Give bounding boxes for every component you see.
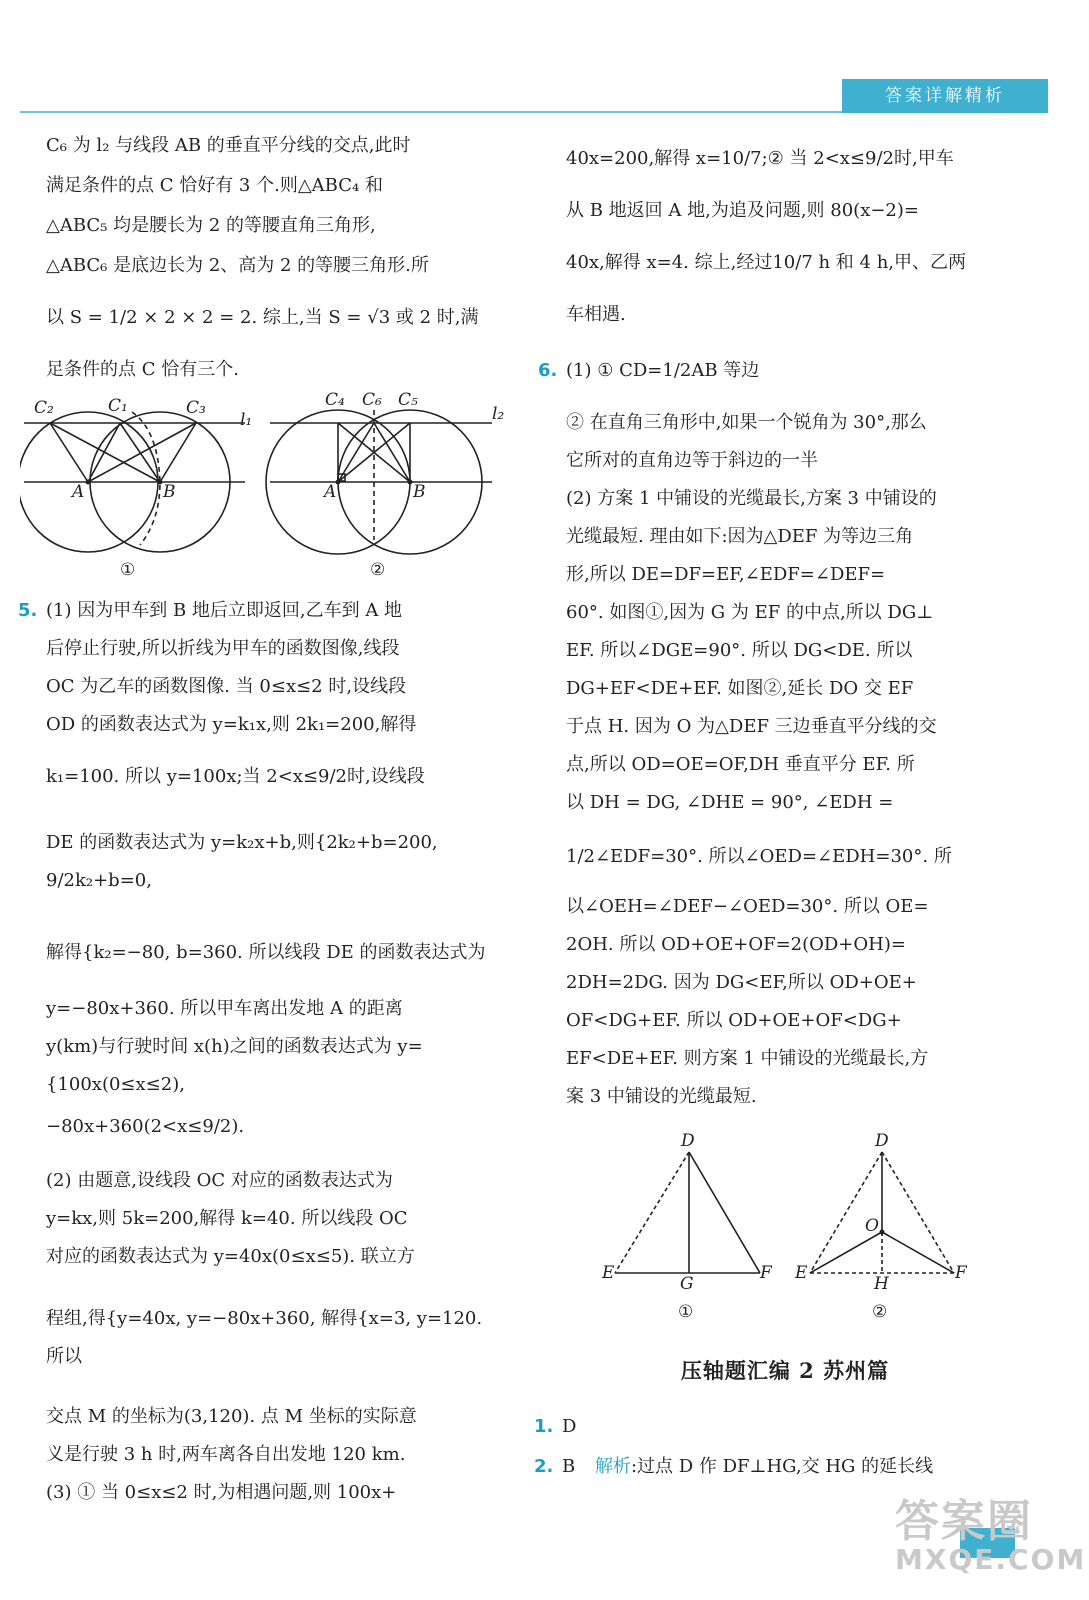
text-line: 以∠OEH=∠DEF−∠OED=30°. 所以 OE= bbox=[566, 896, 929, 917]
text-line: 义是行驶 3 h 时,两车离各自出发地 120 km. bbox=[46, 1444, 406, 1465]
text-line: OD 的函数表达式为 y=k₁x,则 2k₁=200,解得 bbox=[46, 714, 417, 735]
text-line: 它所对的直角边等于斜边的一半 bbox=[566, 450, 818, 471]
analysis-text: :过点 D 作 DF⊥HG,交 HG 的延长线 bbox=[630, 1456, 934, 1477]
answer-number: 1. bbox=[534, 1416, 554, 1437]
label-F: F bbox=[955, 1263, 967, 1283]
text-line: (1) ① CD=1/2AB 等边 bbox=[566, 360, 760, 381]
text-line: 对应的函数表达式为 y=40x(0≤x≤5). 联立方 bbox=[46, 1246, 415, 1267]
text-line: 足条件的点 C 恰有三个. bbox=[46, 359, 239, 380]
right-cont bbox=[566, 140, 1016, 334]
text-line: DE 的函数表达式为 y=k₂x+b,则{2k₂+b=200, 9/2k₂+b=0, bbox=[46, 832, 438, 891]
text-line: ② 在直角三角形中,如果一个锐角为 30°,那么 bbox=[566, 412, 927, 433]
text-line: 车相遇. bbox=[566, 304, 626, 325]
text-line: 案 3 中铺设的光缆最短. bbox=[566, 1086, 757, 1107]
text-line: 光缆最短. 理由如下:因为△DEF 为等边三角 bbox=[566, 526, 914, 547]
label-D: D bbox=[875, 1131, 889, 1151]
label-C2: C₂ bbox=[34, 398, 54, 418]
text-line: (2) 由题意,设线段 OC 对应的函数表达式为 bbox=[46, 1170, 393, 1191]
analysis-tag: 解析 bbox=[594, 1456, 631, 1477]
text-line: (3) ① 当 0≤x≤2 时,为相遇问题,则 100x+ bbox=[46, 1482, 397, 1503]
text-line: 40x,解得 x=4. 综上,经过10/7 h 和 4 h,甲、乙两 bbox=[566, 252, 967, 273]
question-number: 6. bbox=[538, 360, 558, 381]
label-l2: l₂ bbox=[492, 404, 505, 424]
text-line: 解得{k₂=−80, b=360. 所以线段 DE 的函数表达式为 bbox=[46, 942, 486, 963]
answer-value: D bbox=[562, 1416, 577, 1437]
text-line: 以 S = 1/2 × 2 × 2 = 2. 综上,当 S = √3 或 2 时,满 bbox=[46, 307, 479, 328]
label-B: B bbox=[163, 482, 176, 502]
text-line: 满足条件的点 C 恰好有 3 个.则△ABC₄ 和 bbox=[46, 175, 383, 196]
label-l1: l₁ bbox=[240, 410, 253, 430]
label-C6: C₆ bbox=[362, 390, 382, 410]
label-A: A bbox=[72, 482, 85, 502]
figure-caption: ② bbox=[370, 560, 386, 580]
watermark bbox=[895, 1485, 1086, 1576]
label-C3: C₃ bbox=[186, 398, 206, 418]
text-line: 1/2∠EDF=30°. 所以∠OED=∠EDH=30°. 所 bbox=[566, 846, 952, 867]
text-line: 形,所以 DE=DF=EF,∠EDF=∠DEF= bbox=[566, 564, 886, 585]
text-line: k₁=100. 所以 y=100x;当 2<x≤9/2时,设线段 bbox=[46, 766, 425, 787]
label-H: H bbox=[874, 1274, 889, 1294]
text-line: EF<DE+EF. 则方案 1 中铺设的光缆最长,方 bbox=[566, 1048, 929, 1069]
section-title: 压轴题汇编 2 苏州篇 bbox=[680, 1358, 890, 1383]
text-line: (2) 方案 1 中铺设的光缆最长,方案 3 中铺设的 bbox=[566, 488, 937, 509]
text-line: OF<DG+EF. 所以 OD+OE+OF<DG+ bbox=[566, 1010, 902, 1031]
question-number: 5. bbox=[18, 600, 38, 621]
text-line: DG+EF<DE+EF. 如图②,延长 DO 交 EF bbox=[566, 678, 914, 699]
figure-caption: ② bbox=[872, 1302, 888, 1322]
answer-2 bbox=[562, 1448, 1022, 1486]
text-line: y(km)与行驶时间 x(h)之间的函数表达式为 y= bbox=[46, 1036, 423, 1057]
label-C5: C₅ bbox=[398, 390, 418, 410]
text-line: 于点 H. 因为 O 为△DEF 三边垂直平分线的交 bbox=[566, 716, 937, 737]
question-6 bbox=[566, 352, 1016, 1116]
text-line: y=−80x+360. 所以甲车离出发地 A 的距离 bbox=[46, 998, 403, 1019]
answer-number: 2. bbox=[534, 1456, 554, 1477]
text-line: 交点 M 的坐标为(3,120). 点 M 坐标的实际意 bbox=[46, 1406, 417, 1427]
answer-value: B bbox=[562, 1456, 576, 1477]
text-line: 2OH. 所以 OD+OE+OF=2(OD+OH)= bbox=[566, 934, 906, 955]
label-F: F bbox=[760, 1263, 772, 1283]
label-A: A bbox=[324, 482, 337, 502]
text-line: 程组,得{y=40x, y=−80x+360, 解得{x=3, y=120. 所以 bbox=[46, 1308, 483, 1367]
text-line: 点,所以 OD=OE=OF,DH 垂直平分 EF. 所 bbox=[566, 754, 915, 775]
label-E: E bbox=[602, 1263, 615, 1283]
text-line: 2DH=2DG. 因为 DG<EF,所以 OD+OE+ bbox=[566, 972, 917, 993]
text-line: 从 B 地返回 A 地,为追及问题,则 80(x−2)= bbox=[566, 200, 919, 221]
text-line: △ABC₅ 均是腰长为 2 的等腰直角三角形, bbox=[46, 215, 376, 236]
text-line: (1) 因为甲车到 B 地后立即返回,乙车到 A 地 bbox=[46, 600, 403, 621]
label-C1: C₁ bbox=[108, 396, 128, 416]
circle-figure bbox=[20, 390, 520, 590]
text-line: y=kx,则 5k=200,解得 k=40. 所以线段 OC bbox=[46, 1208, 408, 1229]
text-line: OC 为乙车的函数图像. 当 0≤x≤2 时,设线段 bbox=[46, 676, 407, 697]
label-O: O bbox=[865, 1216, 879, 1236]
text-line: EF. 所以∠DGE=90°. 所以 DG<DE. 所以 bbox=[566, 640, 913, 661]
text-line: 40x=200,解得 x=10/7;② 当 2<x≤9/2时,甲车 bbox=[566, 148, 954, 169]
watermark-text: 答案圈 bbox=[895, 1496, 1033, 1547]
text-line: 以 DH = DG, ∠DHE = 90°, ∠EDH = bbox=[566, 792, 894, 813]
label-E: E bbox=[795, 1263, 808, 1283]
text-line: 60°. 如图①,因为 G 为 EF 的中点,所以 DG⊥ bbox=[566, 602, 934, 623]
figure-caption: ① bbox=[678, 1302, 694, 1322]
text-line: {100x(0≤x≤2), bbox=[46, 1074, 185, 1095]
text-line: △ABC₆ 是底边长为 2、高为 2 的等腰三角形.所 bbox=[46, 255, 429, 276]
text-line: −80x+360(2<x≤9/2). bbox=[46, 1116, 245, 1137]
label-C4: C₄ bbox=[325, 390, 345, 410]
header-tab: 答案详解精析 bbox=[842, 79, 1048, 113]
text-line: 后停止行驶,所以折线为甲车的函数图像,线段 bbox=[46, 638, 400, 659]
left-cont bbox=[46, 126, 496, 390]
watermark-url: MXQE.COM bbox=[895, 1543, 1087, 1576]
label-D: D bbox=[681, 1131, 695, 1151]
label-B: B bbox=[413, 482, 426, 502]
text-line: C₆ 为 l₂ 与线段 AB 的垂直平分线的交点,此时 bbox=[46, 135, 411, 156]
label-G: G bbox=[680, 1274, 694, 1294]
figure-caption: ① bbox=[120, 560, 136, 580]
question-5 bbox=[46, 592, 496, 1512]
